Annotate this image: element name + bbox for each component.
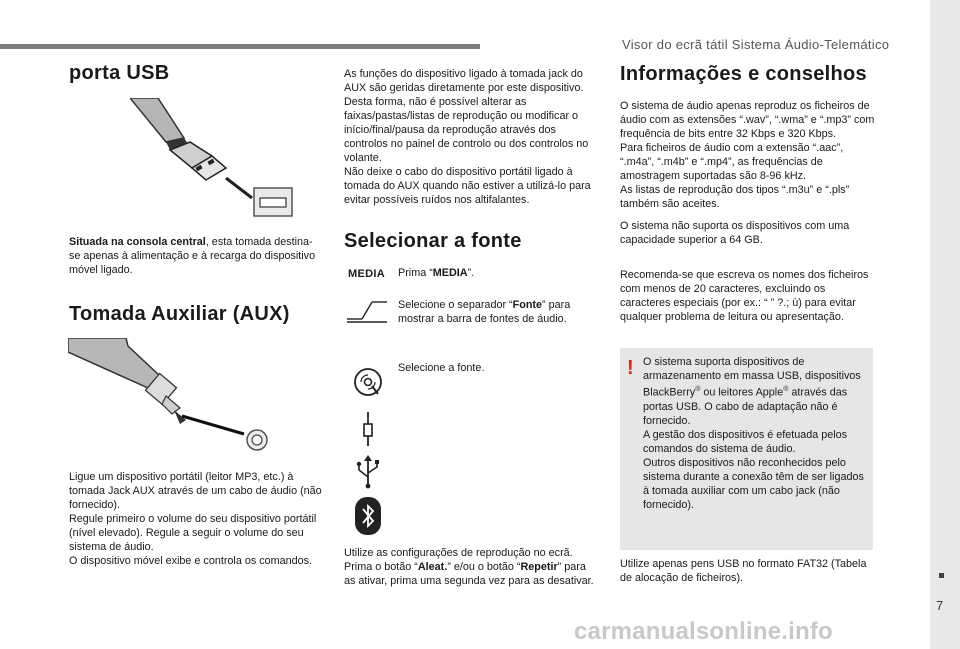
side-band [930, 0, 960, 649]
warning-note-text: O sistema suporta dispositivos de armazenamento em massa USB, dispositivos BlackBerry® ou leitores Apple® através das portas USB. O cabo de adaptação não é fornecido. A gestão dos dispositivos é efetuada pelos comandos do sistema de áudio. Outros dispositivos não reconhecidos pelo sistema durante a conexão têm de ser ligados à tomada auxiliar com um cabo jack (não fornecido). [643, 356, 864, 511]
info-capacity-text: O sistema não suporta os dispositivos com uma capacidade superior a 64 GB. [620, 220, 850, 246]
page-header-title: Visor do ecrã tátil Sistema Áudio-Telemático [622, 37, 890, 52]
usb-description [69, 235, 324, 277]
source-tab-icon[interactable] [346, 299, 388, 323]
watermark: carmanualsonline.info [574, 618, 833, 645]
usb-heading: porta USB [69, 62, 170, 84]
header-rule [0, 44, 480, 49]
aux-info-text: As funções do dispositivo ligado à tomada jack do AUX são geridas diretamente por este dispositivo. Desta forma, não é possível alterar as faixas/pastas/listas de reprodução ou modificar o início/final/pausa da reprodução através dos controlos no painel de controlo ou dos controlos no volante. Não deixe o cabo do dispositivo portátil ligado à tomada do AUX quando não estiver a utilizá-lo para evitar possíveis ruídos nos altifalantes. [344, 68, 591, 206]
usb-location-bold: Situada na consola central [69, 236, 206, 248]
media-button-label[interactable]: MEDIA [348, 268, 385, 280]
info-fat32-text: Utilize apenas pens USB no formato FAT32 (Tabela de alocação de ficheiros). [620, 558, 867, 584]
bluetooth-icon[interactable] [355, 497, 381, 535]
aux-heading: Tomada Auxiliar (AUX) [69, 303, 290, 325]
usb-description-text: , esta tomada destina-se apenas à alimentação e à recarga do dispositivo móvel ligado. [69, 236, 316, 276]
select-source-heading: Selecionar a fonte [344, 230, 522, 252]
cd-icon[interactable] [352, 366, 384, 398]
warning-icon: ! [627, 357, 634, 379]
step-select-source: Selecione a fonte. [398, 362, 485, 374]
step-press-media: Prima “MEDIA”. [398, 267, 475, 279]
info-heading: Informações e conselhos [620, 63, 867, 85]
page-number: 7 [936, 598, 944, 613]
info-filenames-text: Recomenda-se que escreva os nomes dos ficheiros com menos de 20 caracteres, excluindo os caracteres especiais (por ex.: “ ” ?.; ù) para evitar qualquer problema de leitura ou apresentação. [620, 269, 869, 323]
aux-jack-illustration [68, 338, 278, 453]
step-select-tab: Selecione o separador “Fonte” para mostrar a barra de fontes de áudio. [398, 299, 571, 325]
aux-jack-icon[interactable] [359, 412, 377, 446]
info-formats-text: O sistema de áudio apenas reproduz os ficheiros de áudio com as extensões “.wav”, “.wma” e “.mp3” com frequência de bits entre 32 Kbps e 320 Kbps. Para ficheiros de áudio com a extensão “.aac”, “.m4a”, “.m4b” e “.mp4”, as frequências de amostragem suportadas são 8-96 kHz. As listas de reprodução dos tipos “.m3u” e “.pls” também são aceites. [620, 100, 875, 210]
playback-settings-text: Utilize as configurações de reprodução no ecrã. Prima o botão “Aleat.” e/ou o botão “Repetir” para as ativar, prima uma segunda vez para as desativar. [344, 547, 594, 587]
page-marker [939, 573, 944, 578]
usb-icon[interactable] [354, 455, 382, 489]
aux-description: Ligue um dispositivo portátil (leitor MP3, etc.) à tomada Jack AUX através de um cabo de áudio (não fornecido). Regule primeiro o volume do seu dispositivo portátil (nível elevado). Regule a seguir o volume do seu sistema de áudio. O dispositivo móvel exibe e controla os comandos. [69, 471, 322, 567]
usb-plug-illustration [130, 98, 300, 220]
